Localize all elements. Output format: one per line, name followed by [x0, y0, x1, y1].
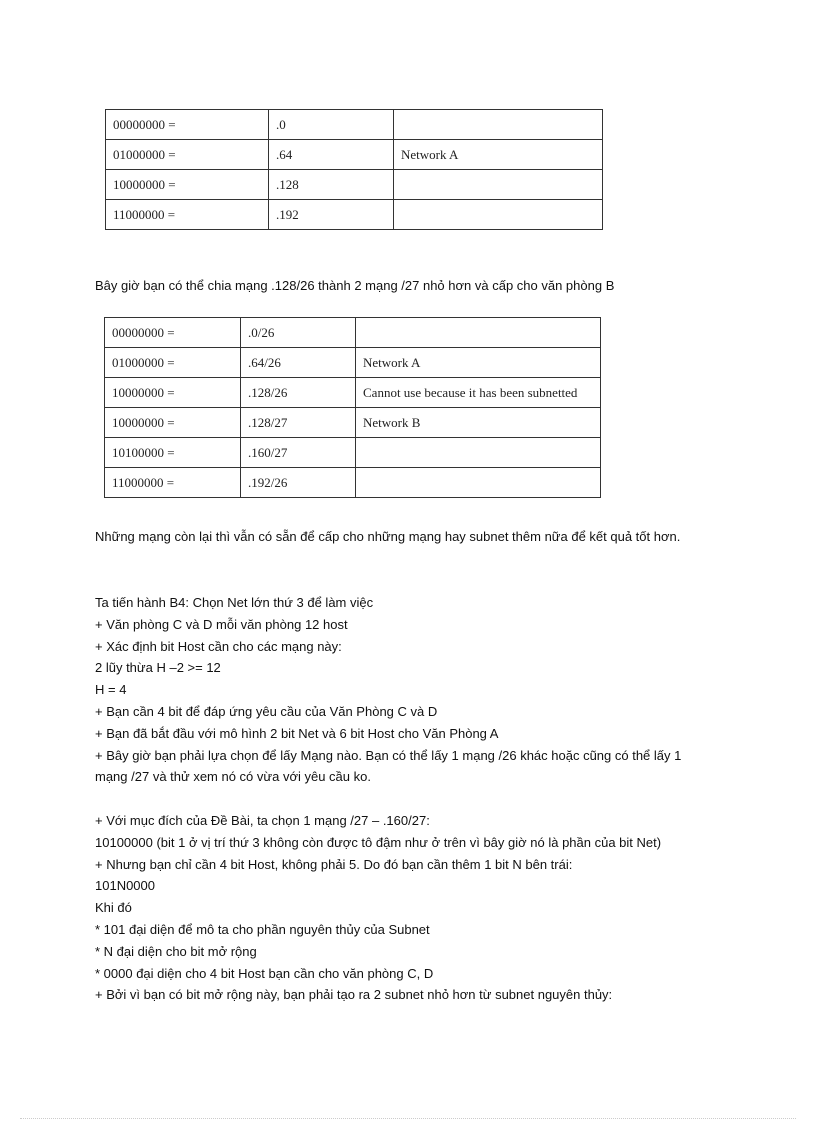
text-line: 101N0000	[95, 878, 155, 894]
table-cell: Cannot use because it has been subnetted	[356, 378, 601, 408]
table-cell: 00000000 =	[106, 110, 269, 140]
text-line: + Với mục đích của Đề Bài, ta chọn 1 mạng /27 – .160/27:	[95, 812, 430, 828]
table-row	[105, 438, 601, 468]
table-row	[105, 378, 601, 408]
table-cell	[394, 110, 603, 140]
table-cell: .0/26	[241, 318, 356, 348]
table-cell: 00000000 =	[105, 318, 241, 348]
remaining-networks-paragraph: Những mạng còn lại thì vẫn có sẵn để cấp cho những mạng hay subnet thêm nữa để kết quả tốt hơn.	[95, 529, 681, 544]
table-cell: .192/26	[241, 468, 356, 498]
table-cell: .160/27	[241, 438, 356, 468]
step-b4-section	[95, 592, 681, 1006]
table-cell: 01000000 =	[105, 348, 241, 378]
table-row	[106, 200, 603, 230]
text-line: + Bây giờ bạn phải lựa chọn để lấy Mạng nào. Bạn có thể lấy 1 mạng /26 khác hoặc cũng có thể lấy 1	[95, 747, 682, 763]
table-cell	[356, 468, 601, 498]
table-row	[105, 348, 601, 378]
table-cell: .0	[269, 110, 394, 140]
table-cell: .192	[269, 200, 394, 230]
subnet-table-1	[105, 109, 603, 230]
table-cell: Network B	[356, 408, 601, 438]
table-row	[106, 140, 603, 170]
text-line: 2 lũy thừa H –2 >= 12	[95, 660, 221, 676]
table-cell: Network A	[394, 140, 603, 170]
table-cell: 10000000 =	[105, 378, 241, 408]
table-row	[105, 408, 601, 438]
table-cell: .128/26	[241, 378, 356, 408]
text-line: + Bạn đã bắt đầu với mô hình 2 bit Net và 6 bit Host cho Văn Phòng A	[95, 725, 499, 741]
text-line: + Bởi vì bạn có bit mở rộng này, bạn phải tạo ra 2 subnet nhỏ hơn từ subnet nguyên thủy:	[95, 987, 613, 1003]
text-line: + Nhưng bạn chỉ cần 4 bit Host, không phải 5. Do đó bạn cần thêm 1 bit N bên trái:	[95, 856, 573, 872]
table-row	[106, 110, 603, 140]
text-line: + Bạn cần 4 bit để đáp ứng yêu cầu của Văn Phòng C và D	[95, 703, 438, 719]
text-line: 10100000 (bit 1 ở vị trí thứ 3 không còn được tô đậm như ở trên vì bây giờ nó là phần của bit Net)	[95, 834, 662, 850]
table-cell: .128	[269, 170, 394, 200]
table-cell	[356, 438, 601, 468]
text-line: * N đại diện cho bit mở rộng	[95, 943, 257, 959]
text-line: + Văn phòng C và D mỗi văn phòng 12 host	[95, 616, 348, 632]
table-cell: 10100000 =	[105, 438, 241, 468]
subnet-table-2	[104, 317, 601, 498]
blank-line	[95, 788, 681, 810]
table-cell: .128/27	[241, 408, 356, 438]
text-line: H = 4	[95, 682, 127, 698]
text-line: Ta tiến hành B4: Chọn Net lớn thứ 3 để làm việc	[95, 595, 374, 610]
text-line: + Xác định bit Host cần cho các mạng này:	[95, 638, 342, 654]
page-divider	[20, 1118, 796, 1119]
table-cell: 10000000 =	[105, 408, 241, 438]
text-line: mạng /27 và thử xem nó có vừa với yêu cầu ko.	[95, 769, 371, 785]
table-cell: 10000000 =	[106, 170, 269, 200]
table-row	[105, 318, 601, 348]
table-cell: Network A	[356, 348, 601, 378]
table-row	[106, 170, 603, 200]
table-cell: 11000000 =	[106, 200, 269, 230]
text-line: Khi đó	[95, 900, 132, 916]
text-line: * 101 đại diện để mô ta cho phần nguyên thủy của Subnet	[95, 921, 430, 937]
table-row	[105, 468, 601, 498]
table-cell: .64	[269, 140, 394, 170]
table-cell	[394, 170, 603, 200]
text-line: * 0000 đại diện cho 4 bit Host bạn cần cho văn phòng C, D	[95, 965, 434, 981]
table-cell: 11000000 =	[105, 468, 241, 498]
table-cell	[356, 318, 601, 348]
table-cell: 01000000 =	[106, 140, 269, 170]
table-cell	[394, 200, 603, 230]
intro-paragraph: Bây giờ bạn có thể chia mạng .128/26 thành 2 mạng /27 nhỏ hơn và cấp cho văn phòng B	[95, 278, 615, 293]
table-cell: .64/26	[241, 348, 356, 378]
